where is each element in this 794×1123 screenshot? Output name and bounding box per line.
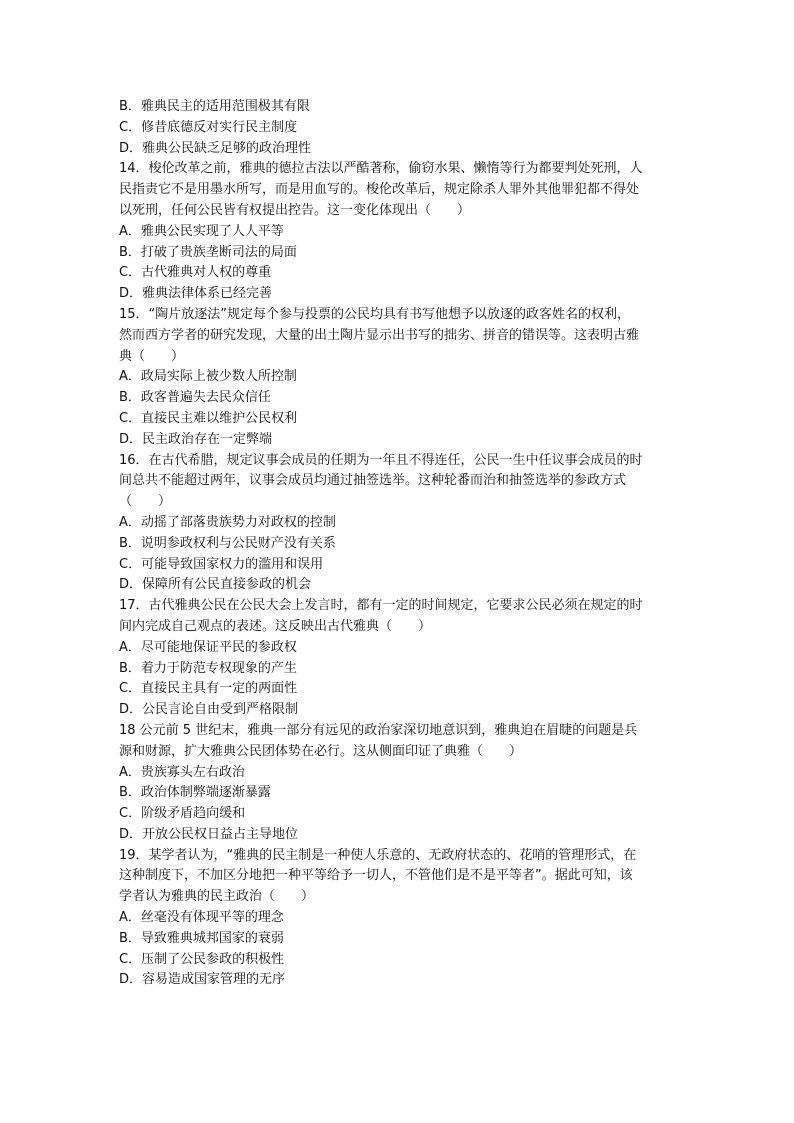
answer-option: C．直接民主具有一定的两面性 bbox=[119, 681, 298, 697]
question-stem-line: 17．古代雅典公民在公民大会上发言时，都有一定的时间规定，它要求公民必须在规定的时 bbox=[119, 598, 643, 614]
answer-option: A．丝毫没有体现平等的理念 bbox=[119, 910, 284, 926]
question-stem-line: 16．在古代希腊，规定议事会成员的任期为一年且不得连任，公民一生中任议事会成员的时 bbox=[119, 452, 643, 468]
question-stem-line: 18 公元前 5 世纪末，雅典一部分有远见的政治家深切地意识到，雅典迫在眉睫的问题是兵 bbox=[119, 722, 638, 738]
answer-option: D．公民言论自由受到严格限制 bbox=[119, 702, 299, 718]
question-stem-line: 14．梭伦改革之前，雅典的德拉古法以严酷著称，偷窃水果、懒惰等行为都要判处死刑，人 bbox=[119, 161, 643, 177]
question-stem-line: （ ） bbox=[119, 494, 172, 510]
document-page bbox=[119, 97, 679, 991]
answer-option: B．政客普遍失去民众信任 bbox=[119, 390, 271, 406]
answer-option: B．导致雅典城邦国家的衰弱 bbox=[119, 930, 284, 946]
question-stem-line: 学者认为雅典的民主政治（ ） bbox=[119, 889, 315, 905]
question-stem-line: 这种制度下，不加区分地把一种平等给予一切人，不管他们是不是平等者”。据此可知，该 bbox=[119, 868, 633, 884]
question-stem-line: 典（ ） bbox=[119, 348, 185, 364]
question-stem-line: 民指责它不是用墨水所写，而是用血写的。梭伦改革后，规定除杀人罪外其他罪犯都不得处 bbox=[119, 182, 640, 198]
answer-option: D．保障所有公民直接参政的机会 bbox=[119, 577, 312, 593]
answer-option: D．容易造成国家管理的无序 bbox=[119, 972, 286, 988]
answer-option: D．开放公民权日益占主导地位 bbox=[119, 826, 299, 842]
question-stem-line: 然而西方学者的研究发现，大量的出土陶片显示出书写的拙劣、拼音的错误等。这表明古雅 bbox=[119, 327, 640, 343]
answer-option: A．尽可能地保证平民的参政权 bbox=[119, 639, 297, 655]
question-stem-line: 以死刑，任何公民皆有权提出控告。这一变化体现出（ ） bbox=[119, 202, 471, 218]
answer-option: C．阶级矛盾趋向缓和 bbox=[119, 806, 246, 822]
answer-option: A．雅典公民实现了人人平等 bbox=[119, 223, 284, 239]
answer-option: D．雅典公民缺乏足够的政治理性 bbox=[119, 140, 312, 156]
answer-option: A．政局实际上被少数人所控制 bbox=[119, 369, 297, 385]
question-stem-line: 间总共不能超过两年，议事会成员均通过抽签选举。这种轮番而治和抽签选举的参政方式 bbox=[119, 473, 627, 489]
question-stem-line: 间内完成自己观点的表述。这反映出古代雅典（ ） bbox=[119, 618, 432, 634]
answer-option: C．可能导致国家权力的滥用和误用 bbox=[119, 556, 324, 572]
answer-option: B．政治体制弊端逐渐暴露 bbox=[119, 785, 271, 801]
answer-option: C．古代雅典对人权的尊重 bbox=[119, 265, 272, 281]
question-stem-line: 源和财源，扩大雅典公民团体势在必行。这从侧面印证了典雅（ ） bbox=[119, 743, 523, 759]
answer-option: C．压制了公民参政的积极性 bbox=[119, 951, 285, 967]
answer-option: A．动摇了部落贵族势力对政权的控制 bbox=[119, 514, 336, 530]
answer-option: C．修昔底德反对实行民主制度 bbox=[119, 119, 298, 135]
question-stem-line: 15．“陶片放逐法”规定每个参与投票的公民均具有书写他想予以放逐的政客姓名的权利， bbox=[119, 306, 631, 322]
answer-option: A．贵族寡头左右政治 bbox=[119, 764, 245, 780]
answer-option: D．雅典法律体系已经完善 bbox=[119, 286, 273, 302]
answer-option: B．打破了贵族垄断司法的局面 bbox=[119, 244, 297, 260]
answer-option: B．着力于防范专权现象的产生 bbox=[119, 660, 297, 676]
answer-option: C．直接民主难以维护公民权利 bbox=[119, 410, 298, 426]
answer-option: B．说明参政权利与公民财产没有关系 bbox=[119, 535, 336, 551]
answer-option: B．雅典民主的适用范围极其有限 bbox=[119, 99, 310, 114]
answer-option: D．民主政治存在一定弊端 bbox=[119, 431, 273, 447]
question-stem-line: 19．某学者认为，“雅典的民主制是一种使人乐意的、无政府状态的、花哨的管理形式，在 bbox=[119, 847, 637, 863]
